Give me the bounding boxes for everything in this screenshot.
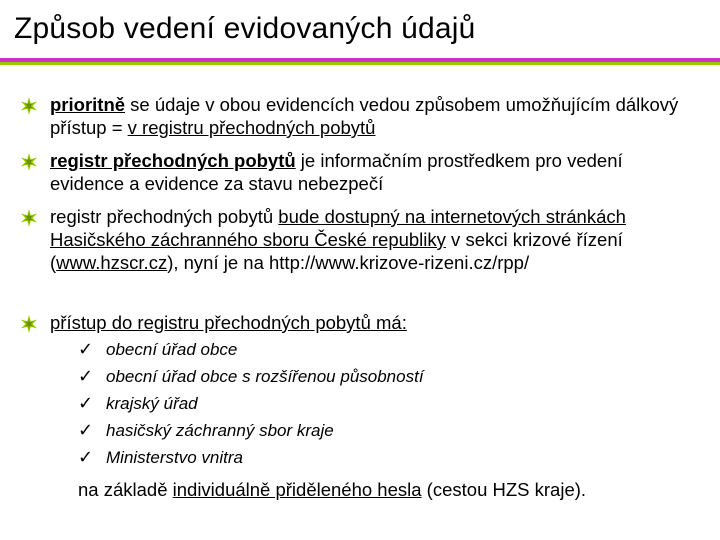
checkmark-icon: ✓ [78, 339, 94, 360]
checklist-item-label: krajský úřad [106, 394, 198, 413]
bullet-body: ), nyní je na http://www.krizove-rizeni.cz/rpp/ [167, 252, 530, 273]
footer-text: (cestou HZS kraje). [421, 479, 587, 500]
footer-underlined: individuálně přiděleného hesla [172, 479, 422, 500]
bullet-text [50, 93, 700, 139]
bullet-body: registr přechodných pobytů [50, 206, 279, 227]
bullet-text [50, 311, 700, 334]
bullet-body: v sekci krizové řízení ( [50, 229, 623, 273]
checkmark-icon: ✓ [78, 366, 94, 387]
starburst-bullet-icon [20, 153, 38, 171]
starburst-bullet-icon [20, 315, 38, 333]
starburst-bullet-icon [20, 209, 38, 227]
bullet-text [50, 205, 700, 274]
footer-text: na základě [78, 479, 173, 500]
title-divider-green [0, 62, 720, 65]
checklist-item-label: obecní úřad obce s rozšířenou působností [106, 367, 424, 386]
bullet-highlight: prioritně [50, 94, 126, 115]
checklist-item-label: Ministerstvo vnitra [106, 448, 243, 467]
bullet-underlined: přístup do registru přechodných pobytů má: [50, 312, 407, 333]
checkmark-icon: ✓ [78, 420, 94, 441]
bullet-highlight: registr přechodných pobytů [50, 150, 296, 171]
bullet-body: se údaje v obou evidencích vedou způsobem umožňujícím dálkový přístup = [50, 94, 679, 138]
checkmark-icon: ✓ [78, 393, 94, 414]
bullet-underlined: v registru přechodných pobytů [127, 117, 376, 138]
checklist-item-label: hasičský záchranný sbor kraje [106, 421, 334, 440]
slide-title: Způsob vedení evidovaných údajů [14, 12, 476, 45]
bullet-body: je informačním prostředkem pro vedení evidence a evidence za stavu nebezpečí [50, 150, 623, 194]
hzscr-link[interactable]: www.hzscr.cz [56, 252, 168, 273]
bullet-text [50, 149, 700, 195]
checkmark-icon: ✓ [78, 447, 94, 468]
starburst-bullet-icon [20, 97, 38, 115]
footer-note [78, 478, 586, 502]
checklist-item-label: obecní úřad obce [106, 340, 238, 359]
bullet-underlined: bude dostupný na internetových stránkách Hasičského záchranného sboru České republiky [50, 206, 626, 250]
